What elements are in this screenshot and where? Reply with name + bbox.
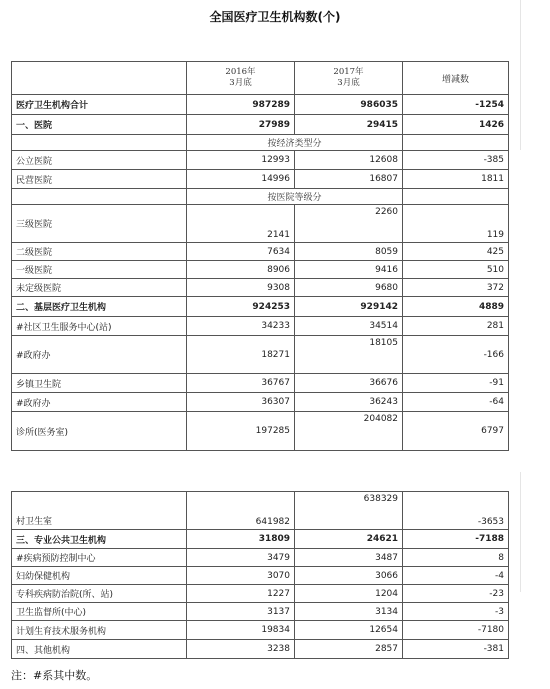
footnote: 注：#系其中数。 (11, 669, 98, 682)
table-row: 专科疾病防治院(所、站) 1227 1204 -23 (12, 585, 509, 603)
institutions-table (11, 61, 509, 451)
table-row: 一、医院 27989 29415 1426 (12, 115, 509, 135)
table-header-row (12, 62, 509, 95)
table-row: 卫生监督所(中心) 3137 3134 -3 (12, 603, 509, 621)
header-2016: 2016年 3月底 (187, 62, 295, 95)
table-row: 诊所(医务室) 197285 204082 6797 (12, 412, 509, 451)
table-row: 民营医院 14996 16807 1811 (12, 170, 509, 189)
table-row: #疾病预防控制中心 3479 3487 8 (12, 549, 509, 567)
table-row: 公立医院 12993 12608 -385 (12, 151, 509, 170)
section-row: 按医院等级分 (12, 189, 509, 205)
table-row: 二、基层医疗卫生机构 924253 929142 4889 (12, 297, 509, 317)
table-row: 一级医院 8906 9416 510 (12, 261, 509, 279)
header-2017: 2017年 3月底 (295, 62, 403, 95)
table-row: 医疗卫生机构合计 987289 986035 -1254 (12, 95, 509, 115)
table-row: 村卫生室 641982 638329 -3653 (12, 492, 509, 530)
institutions-table-continued (11, 491, 509, 659)
table-row: 四、其他机构 3238 2857 -381 (12, 640, 509, 659)
page-edge-line (520, 472, 521, 592)
table-row: 乡镇卫生院 36767 36676 -91 (12, 374, 509, 393)
page-title: 全国医疗卫生机构数(个) (209, 10, 341, 24)
table-row: 未定级医院 9308 9680 372 (12, 279, 509, 297)
table-row: 二级医院 7634 8059 425 (12, 243, 509, 261)
table-row: 三、专业公共卫生机构 31809 24621 -7188 (12, 530, 509, 549)
table-row: 妇幼保健机构 3070 3066 -4 (12, 567, 509, 585)
table-row: #政府办 18271 18105 -166 (12, 336, 509, 374)
table-row: 计划生育技术服务机构 19834 12654 -7180 (12, 621, 509, 640)
header-blank-cell (12, 62, 187, 95)
table-row: 三级医院 2141 2260 119 (12, 205, 509, 243)
table-row: #政府办 36307 36243 -64 (12, 393, 509, 412)
header-change: 增减数 (403, 62, 509, 95)
table-row: #社区卫生服务中心(站) 34233 34514 281 (12, 317, 509, 336)
section-row: 按经济类型分 (12, 135, 509, 151)
